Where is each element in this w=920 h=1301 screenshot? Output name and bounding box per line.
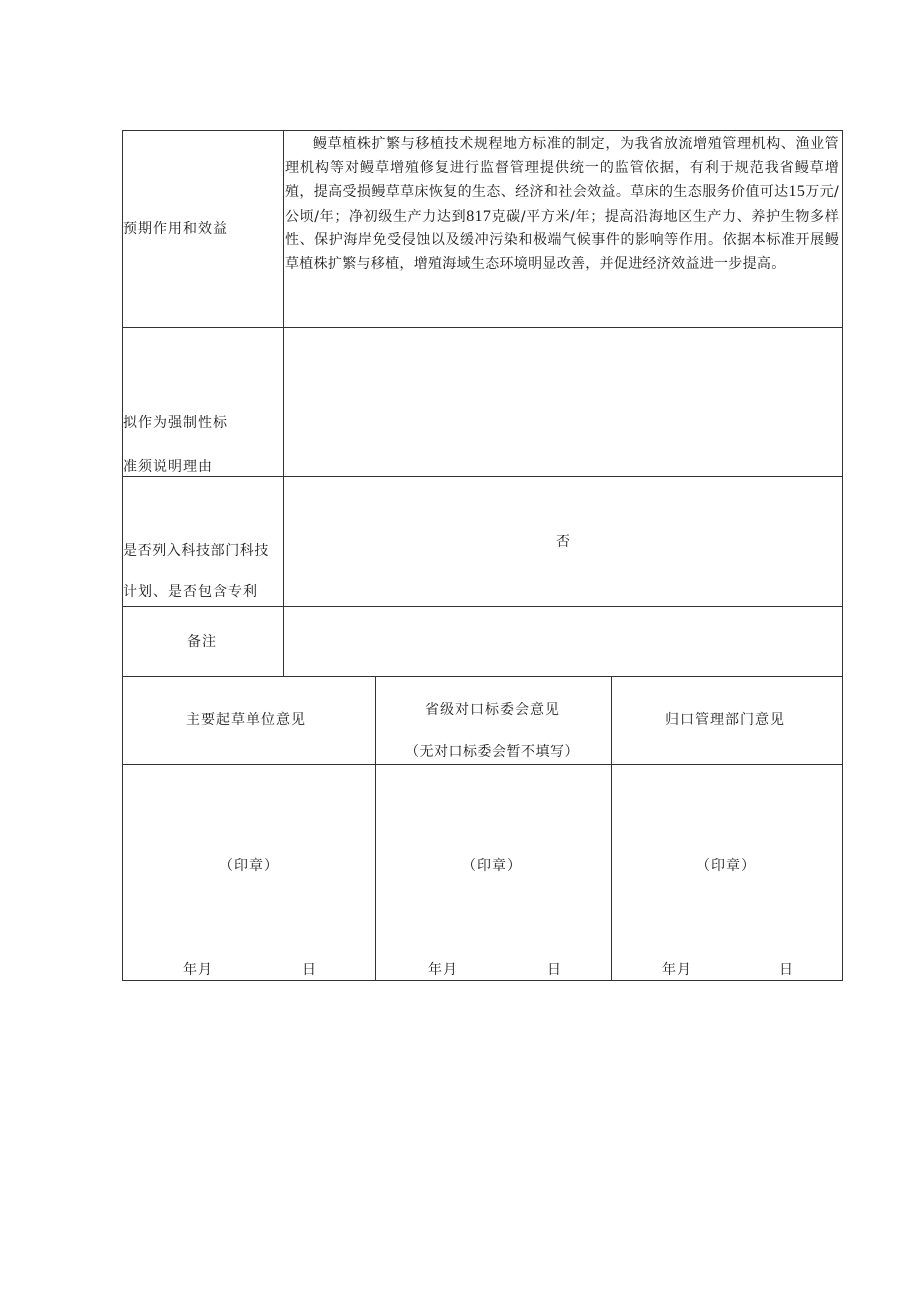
benefits-text-part2: 万元/公顷/年；净初级生产力达到 (285, 184, 839, 225)
mandatory-label-line2: 准须说明理由 (123, 459, 213, 475)
provincial-committee-seal: （印章） (462, 858, 522, 874)
tech-plan-label-line1: 是否列入科技部门科技 (123, 543, 269, 559)
mandatory-label-cell (122, 327, 284, 477)
drafting-unit-day: 日 (302, 962, 317, 978)
drafting-unit-year-month: 年月 (183, 962, 213, 978)
management-dept-day: 日 (779, 962, 794, 978)
benefits-label: 预期作用和效益 (123, 221, 228, 237)
mandatory-content-cell (283, 327, 843, 477)
drafting-unit-header: 主要起草单位意见 (186, 712, 306, 728)
provincial-committee-header-line1: 省级对口标委会意见 (425, 702, 560, 718)
management-dept-year-month: 年月 (662, 962, 692, 978)
remarks-label: 备注 (187, 634, 217, 650)
mandatory-label-line1: 拟作为强制性标 (123, 415, 228, 431)
productivity-value-number: 817 (466, 207, 492, 225)
benefits-text-part1: 鳗草植株扩繁与移植技术规程地方标准的制定，为我省放流增殖管理机构、渔业管理机构等对鳗草增殖修复进行监督管理提供统一的监管依据，有利于规范我省鳗草增殖，提高受损鳗草草床恢复的生态、经济和社会效益。草床的生态服务价值可达 (285, 136, 839, 200)
benefits-text-part3: 克碳/平方米/年；提高沿海地区生产力、养护生物多样性、保护海岸免受侵蚀以及缓冲污染和极端气候事件的影响等作用。依据本标准开展鳗草植株扩繁与移植，增殖海域生态环境明显改善，并促进经济效益进一步提高。 (285, 208, 839, 272)
tech-plan-answer: 否 (556, 534, 571, 550)
remarks-content-cell (283, 606, 843, 677)
drafting-unit-seal: （印章） (219, 858, 279, 874)
benefits-text (285, 133, 839, 276)
provincial-committee-year-month: 年月 (428, 962, 458, 978)
provincial-committee-day: 日 (547, 962, 562, 978)
tech-plan-label-line2: 计划、是否包含专利 (123, 584, 258, 600)
management-dept-seal: （印章） (696, 858, 756, 874)
management-dept-header: 归口管理部门意见 (665, 712, 785, 728)
ecosystem-value-number: 15 (788, 183, 806, 200)
provincial-committee-header-line2: （无对口标委会暂不填写） (405, 744, 579, 760)
